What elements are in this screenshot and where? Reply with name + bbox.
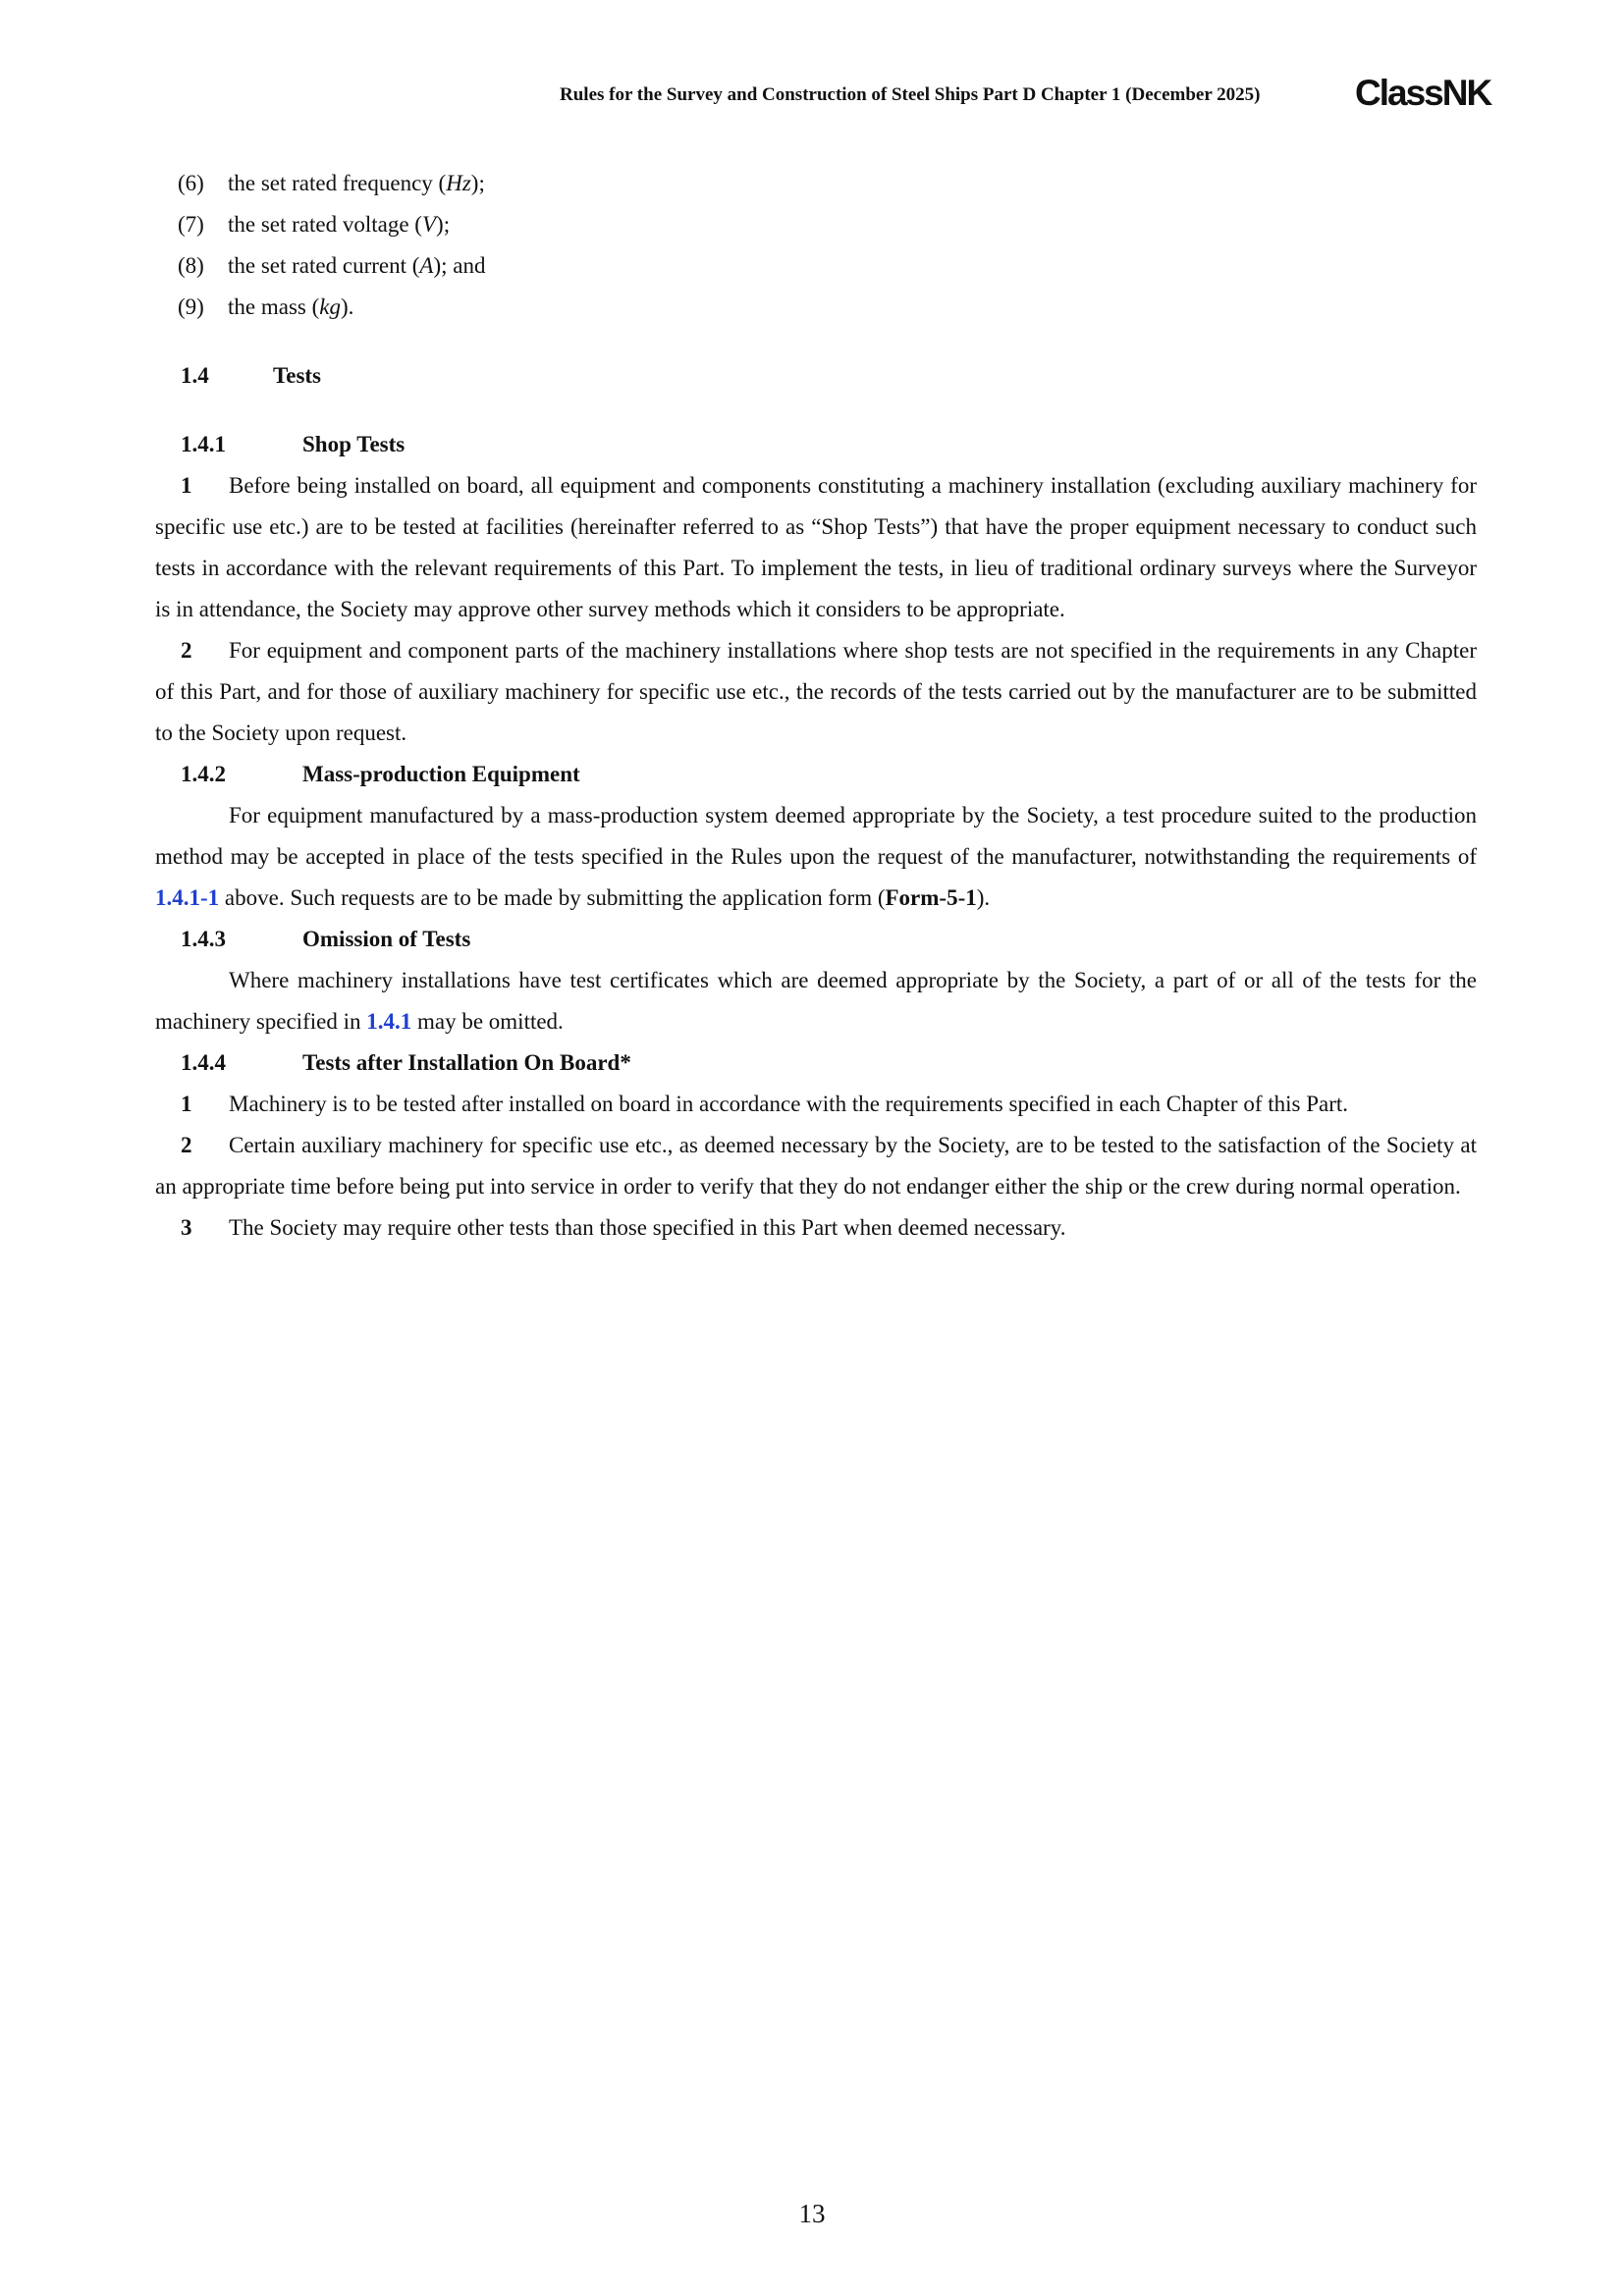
paragraph-1-4-4-2 bbox=[155, 1125, 1477, 1207]
subsection-heading-1-4-1 bbox=[155, 424, 1477, 465]
form-reference: Form-5-1 bbox=[885, 885, 977, 910]
list-text: the set rated frequency ( bbox=[228, 171, 447, 195]
list-number: (8) bbox=[178, 253, 204, 278]
subsection-title: Shop Tests bbox=[302, 432, 406, 456]
reference-link-1-4-1-1[interactable]: 1.4.1-1 bbox=[155, 885, 220, 910]
paragraph-1-4-2 bbox=[155, 795, 1477, 919]
paragraph-text: The Society may require other tests than those specified in this Part when deemed necessary. bbox=[229, 1215, 1066, 1240]
unit-symbol: A bbox=[419, 253, 434, 278]
list-item bbox=[155, 163, 1477, 204]
paragraph-text: ). bbox=[976, 885, 991, 910]
subsection-number: 1.4.2 bbox=[181, 762, 226, 786]
paragraph-number: 1 bbox=[181, 1092, 192, 1116]
paragraph-text: For equipment and component parts of the machinery installations where shop tests are not specified in the requirements in any Chapter of this Part, and for those of auxiliary machinery for specific use etc., the records of the tests carried out by the manufacturer are to be submitted to the Society upon request. bbox=[155, 638, 1477, 745]
list-item bbox=[155, 287, 1477, 328]
subsection-heading-1-4-2 bbox=[155, 754, 1477, 795]
list-item bbox=[155, 245, 1477, 287]
unit-symbol: Hz bbox=[446, 171, 471, 195]
paragraph-text: For equipment manufactured by a mass-production system deemed appropriate by the Society, a test procedure suited to the production method may be accepted in place of the tests specified in the Rules upon the request of the manufacturer, notwithstanding the requirements of bbox=[155, 803, 1477, 869]
list-text: the set rated voltage ( bbox=[228, 212, 422, 237]
list-text: the set rated current ( bbox=[228, 253, 420, 278]
subsection-heading-1-4-3 bbox=[155, 919, 1477, 960]
paragraph-text: above. Such requests are to be made by submitting the application form ( bbox=[219, 885, 886, 910]
paragraph-number: 2 bbox=[181, 638, 192, 663]
list-item bbox=[155, 204, 1477, 245]
unit-symbol: kg bbox=[319, 294, 341, 319]
subsection-number: 1.4.1 bbox=[181, 432, 226, 456]
paragraph-1-4-1-1 bbox=[155, 465, 1477, 630]
section-title: Tests bbox=[273, 363, 321, 388]
page-number: 13 bbox=[798, 2199, 826, 2228]
subsection-title: Omission of Tests bbox=[302, 927, 471, 951]
paragraph-number: 1 bbox=[181, 473, 192, 498]
subsection-number: 1.4.3 bbox=[181, 927, 226, 951]
subsection-heading-1-4-4 bbox=[155, 1042, 1477, 1084]
section-number: 1.4 bbox=[181, 363, 209, 388]
document-body bbox=[155, 163, 1477, 1249]
paragraph-text: Machinery is to be tested after installed on board in accordance with the requirements specified in each Chapter of this Part. bbox=[229, 1092, 1349, 1116]
list-number: (6) bbox=[178, 171, 204, 195]
paragraph-number: 3 bbox=[181, 1215, 192, 1240]
running-header: Rules for the Survey and Construction of Steel Ships Part D Chapter 1 (December 2025) bbox=[560, 84, 1261, 105]
paragraph-text: Before being installed on board, all equipment and components constituting a machinery installation (excluding auxiliary machinery for specific use etc.) are to be tested at facilities (hereinafter referred to as “Shop Tests”) that have the proper equipment necessary to conduct such tests in accordance with the relevant requirements of this Part. To implement the tests, in lieu of traditional ordinary surveys where the Surveyor is in attendance, the Society may approve other survey methods which it considers to be appropriate. bbox=[155, 473, 1477, 621]
list-number: (7) bbox=[178, 212, 204, 237]
paragraph-text: may be omitted. bbox=[411, 1009, 564, 1034]
reference-link-1-4-1[interactable]: 1.4.1 bbox=[366, 1009, 412, 1034]
list-text: the mass ( bbox=[228, 294, 320, 319]
subsection-number: 1.4.4 bbox=[181, 1050, 226, 1075]
list-text: ); bbox=[470, 171, 485, 195]
paragraph-1-4-4-1 bbox=[155, 1084, 1477, 1125]
paragraph-1-4-3 bbox=[155, 960, 1477, 1042]
list-text: ); and bbox=[433, 253, 486, 278]
list-text: ). bbox=[340, 294, 354, 319]
list-text: ); bbox=[436, 212, 451, 237]
section-heading-1-4 bbox=[155, 355, 1477, 397]
paragraph-number: 2 bbox=[181, 1133, 192, 1157]
unit-symbol: V bbox=[421, 212, 437, 237]
paragraph-text: Certain auxiliary machinery for specific use etc., as deemed necessary by the Society, are to be tested to the satisfaction of the Society at an appropriate time before being put into service in order to verify that they do not endanger either the ship or the crew during normal operation. bbox=[155, 1133, 1477, 1199]
subsection-title: Tests after Installation On Board* bbox=[302, 1050, 631, 1075]
paragraph-1-4-4-3 bbox=[155, 1207, 1477, 1249]
paragraph-text: Where machinery installations have test certificates which are deemed appropriate by the Society, a part of or all of the tests for the machinery specified in bbox=[155, 968, 1477, 1034]
list-number: (9) bbox=[178, 294, 204, 319]
paragraph-1-4-1-2 bbox=[155, 630, 1477, 754]
classnk-logo: ClassNK bbox=[1355, 73, 1491, 113]
subsection-title: Mass-production Equipment bbox=[302, 762, 580, 786]
